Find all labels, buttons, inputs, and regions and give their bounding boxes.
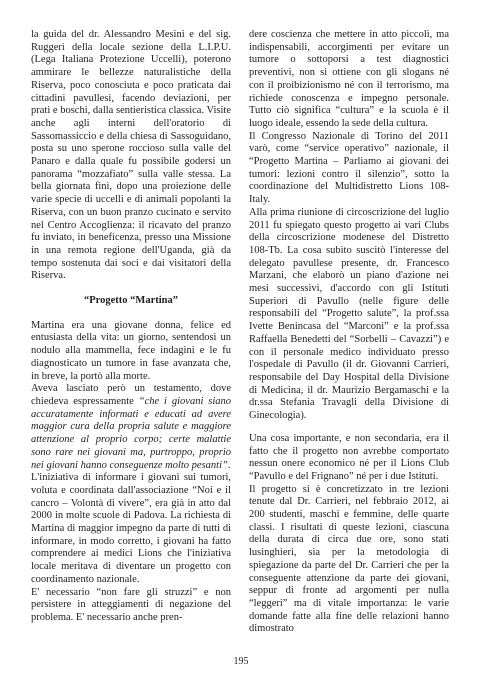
testament-quote: “che i giovani siano accuratamente informati e educati ad avere maggior cura della propria salute e maggiore attenzione al proprio corpo; certe malattie sono rare nei giovani ma, purtroppo, proprio nei giovani hanno conseguenze molto pesanti” bbox=[31, 395, 232, 471]
paragraph-necessity: E' necessario “non fare gli struzzi” e non persistere in atteggiamenti di negazione del problema. E' necessario anche pren- bbox=[31, 586, 231, 623]
paragraph-testament bbox=[31, 383, 231, 472]
paragraph-martina-story: Martina era una giovane donna, felice ed entusiasta della vita: un giorno, sentendosi un nodulo alla mammella, fece indagini e le fu diagnosticato un tumore in fase avanzata che, in breve, la portò alla morte. bbox=[31, 319, 231, 382]
testament-intro: Aveva lasciato però un testamento, dove chiedeva espressamente bbox=[31, 383, 231, 407]
paragraph-congress: Il Congresso Nazionale di Torino del 2011 varò, come “service operativo” nazionale, il “Progetto Martina – Parliamo ai giovani dei tumori: lezioni contro il silenzio”, sotto la coordinazione del Multidistretto Lions 108-Italy. bbox=[249, 130, 449, 206]
section-heading: “Progetto “Martina” bbox=[84, 295, 178, 307]
paragraph-riserva-visit: la guida del dr. Alessandro Mesini e del sig. Ruggeri della locale sezione della L.I.P.U. (Lega Italiana Protezione Uccelli), poterono ammirare le bellezze naturalistiche della Riserva, poco conosciuta e poco praticata dai cittadini pavullesi, facendo deviazioni, per prati e boschi, dalla sentieristica classica. Visite anche agli interni dell'oratorio di Sassomassiccio e della chiesa di Sassoguidano, posta su uno sperone roccioso sulla valle del Panaro e dalla quale fu possibile godersi un panorama “mozzafiato” sulla valle stessa. La bella giornata finì, dopo una proiezione delle varie specie di uccelli e di animali popolanti la Riserva, con un buon pranzo cucinato e servito nel Centro Accoglienza: il ricavato del pranzo fu inviato, in beneficenza, presso una Missione in una remota regione dell'Uganda, già da tempo sostenuta dai soci e dai visitatori della Riserva. bbox=[31, 29, 231, 282]
right-column bbox=[249, 29, 449, 636]
paragraph-initiative: L'iniziativa di informare i giovani sui tumori, voluta e coordinata dall'associazione “Noi e il cancro – Volontà di vivere”, era già in atto dal 2000 in molte scuole di Padova. La richiesta di Martina di maggior impegno da parte di tutti di informare, in modo corretto, i giovani ha fatto comprendere ai medici Lions che l'iniziativa locale meritava di diventare un progetto con coordinamento nazionale. bbox=[31, 472, 231, 585]
page-number: 195 bbox=[233, 656, 249, 667]
paragraph-culture: dere coscienza che mettere in atto piccoli, ma indispensabili, accorgimenti per evitare un tumore o sottoporsi a test diagnostici preventivi, non si ottiene con gli slogans né con il proibizionismo né con il terrorismo, ma richiede conoscenza e impegno personale. Tutto ciò significa “cultura” e la scuola è il luogo ideale, essendo la sede della cultura. bbox=[249, 29, 449, 129]
testament-end: . bbox=[227, 459, 231, 471]
paragraph-circoscrizione: Alla prima riunione di circoscrizione del luglio 2011 fu spiegato questo progetto ai vari Clubs della circoscrizione modenese del Distretto 108-Tb. La cosa subito suscitò l'interesse del delegato pavullese presente, dr. Francesco Marzani, che elaborò un piano d'azione nei mesi successivi, d'accordo con gli Istituti Superiori di Pavullo (nelle figure delle responsabili del “Progetto salute”, la prof.ssa Ivette Benincasa del “Marconi” e la prof.ssa Raffaella Benedetti del “Sorbelli – Cavazzi”) e con il personale medico individuato presso l'ospedale di Pavullo (il dr. Giovanni Carrieri, responsabile del Day Hospital della Divisione di Medicina, il dr. Maurizio Bergamaschi e la dr.ssa Stefania Travagli della Divisione di Ginecologia). bbox=[249, 206, 449, 422]
left-column bbox=[31, 29, 231, 625]
paragraph-lessons: Il progetto si è concretizzato in tre lezioni tenute dal Dr. Carrieri, nel febbraio 2012, ai 200 studenti, maschi e femmine, delle quarte classi. I risultati di queste lezioni, ciascuna della durata di circa due ore, sono stati lusinghieri, sia per la metodologia di spiegazione da parte del Dr. Carrieri che per la conseguente attenzione da parte dei giovani, seppur di fronte ad argomenti per nulla “leggeri” ma di vitale importanza: le varie domande fatte alla fine delle relazioni hanno dimostrato bbox=[249, 483, 449, 635]
paragraph-costs: Una cosa importante, e non secondaria, era il fatto che il progetto non avrebbe comportato nessun onere economico né per il Lions Club “Pavullo e del Frignano” né per i due Istituti. bbox=[249, 432, 449, 482]
